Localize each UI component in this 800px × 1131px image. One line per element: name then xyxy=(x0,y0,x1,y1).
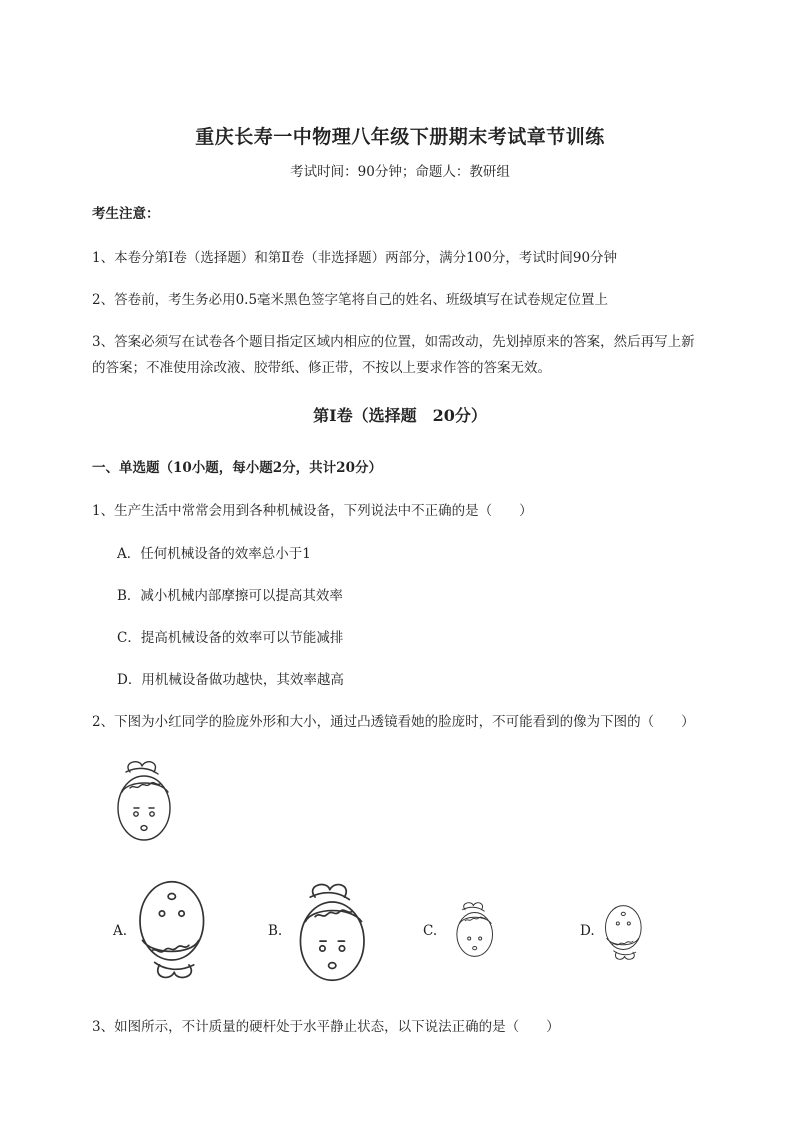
question-1-option-c: C．提高机械设备的效率可以节能减排 xyxy=(117,630,344,646)
exam-info: 考试时间：90分钟；命题人：教研组 xyxy=(290,164,510,180)
question-3-stem: 3、如图所示，不计质量的硬杆处于水平静止状态，以下说法正确的是（ ） xyxy=(92,1019,560,1035)
question-2-option-b-label: B. xyxy=(268,923,283,939)
question-2-option-a-label: A. xyxy=(113,923,128,939)
notice-item-3-continued: 的答案；不准使用涂改液、胶带纸、修正带，不按以上要求作答的答案无效。 xyxy=(92,360,551,376)
reference-face-image xyxy=(108,758,178,848)
notice-item-1: 1、本卷分第I卷（选择题）和第Ⅱ卷（非选择题）两部分，满分100分，考试时间90分钟 xyxy=(92,250,618,266)
question-2-option-d-label: D. xyxy=(580,923,595,939)
option-a-face-image xyxy=(130,872,216,982)
section-title: 第I卷（选择题 20分） xyxy=(313,406,487,425)
notice-heading: 考生注意： xyxy=(92,206,160,222)
question-1-option-d: D．用机械设备做功越快，其效率越高 xyxy=(117,672,344,688)
question-1-option-a: A．任何机械设备的效率总小于1 xyxy=(117,546,311,562)
question-2-stem: 2、下图为小红同学的脸庞外形和大小，通过凸透镜看她的脸庞时，不可能看到的像为下图的（ ） xyxy=(92,714,695,730)
notice-item-3: 3、答案必须写在试卷各个题目指定区域内相应的位置，如需改动，先划掉原来的答案，然后再写上新 xyxy=(92,334,695,350)
question-2-option-c-label: C. xyxy=(423,923,438,939)
option-d-face-image xyxy=(600,900,648,962)
question-1-option-b: B．减小机械内部摩擦可以提高其效率 xyxy=(117,588,343,604)
question-1-stem: 1、生产生活中常常会用到各种机械设备，下列说法中不正确的是（ ） xyxy=(92,503,533,519)
option-b-face-image xyxy=(288,880,374,990)
option-c-face-image xyxy=(450,900,498,962)
page-title: 重庆长寿一中物理八年级下册期末考试章节训练 xyxy=(195,126,605,148)
notice-item-2: 2、答卷前，考生务必用0.5毫米黑色签字笔将自己的姓名、班级填写在试卷规定位置上 xyxy=(92,292,609,308)
section-heading: 一、单选题（10小题，每小题2分，共计20分） xyxy=(92,460,382,476)
